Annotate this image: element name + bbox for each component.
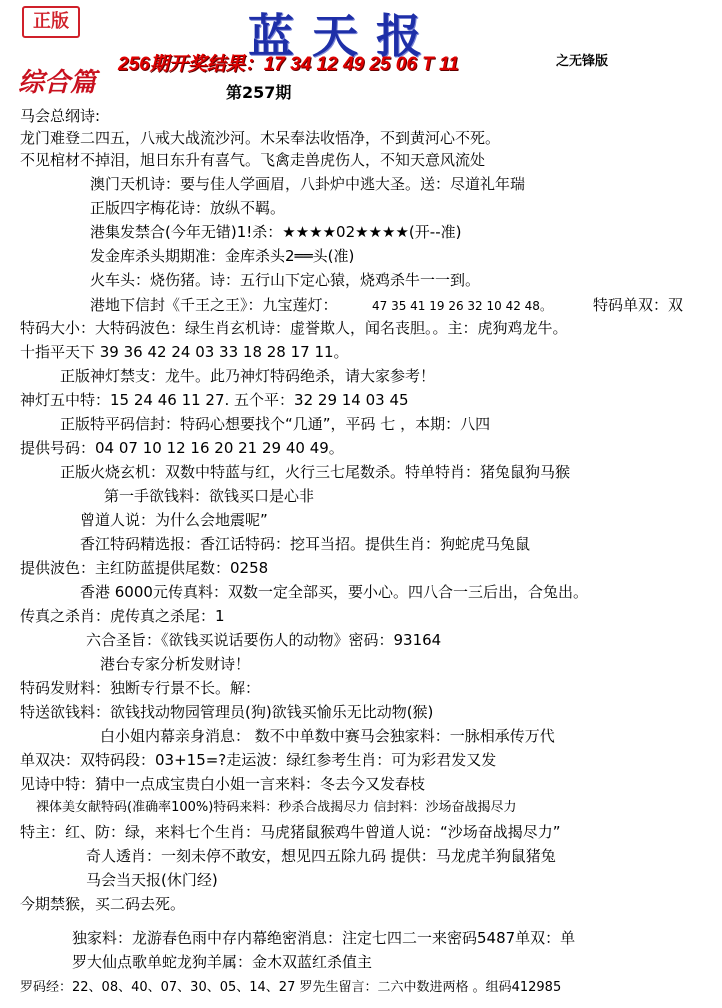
text-line: 特码大小：大特码波色：绿生肖玄机诗：虚誉欺人，闻名丧胆。。主：虎狗鸡龙牛。 <box>20 319 568 337</box>
text-line: 港地下信封《千王之王》：九宝莲灯： <box>90 296 338 314</box>
text-line: 不见棺材不掉泪，旭日东升有喜气。飞禽走兽虎伤人，不知天意风流处 <box>20 151 486 169</box>
text-line: 第一手欲钱料：欲钱买口是心非 <box>104 487 315 505</box>
text-line: 香江特码精选报：香江话特码：挖耳当招。提供生肖：狗蛇虎马兔鼠 <box>80 535 531 553</box>
draw-result-line: 256期开奖结果：17 34 12 49 25 06 T 11 <box>118 54 459 75</box>
section-title: 综合篇 <box>18 68 97 98</box>
text-line: 今期禁猴，买二码去死。 <box>20 895 186 913</box>
text-line: 提供波色：主红防蓝提供尾数：0258 <box>20 559 269 577</box>
text-line: 独家料：龙游春色雨中存内幕绝密消息：注定七四二一来密码5487单双：单 <box>72 929 576 947</box>
edition-label: 之无锋版 <box>556 54 609 69</box>
text-line: 马会总纲诗: <box>20 107 101 125</box>
text-line: 港集发禁合(今年无错)1!杀：★★★★02★★★★(开--准) <box>90 223 462 241</box>
text-line: 正版神灯禁支：龙牛。此乃神灯特码绝杀，请大家参考！ <box>60 367 436 385</box>
text-line: 正版特平码信封：特码心想要找个“几通”，平码 七 ，本期：八四 <box>60 415 491 433</box>
text-line: 发金库杀头期期准：金库杀头2══头(准) <box>90 247 355 265</box>
text-line: 47 35 41 19 26 32 10 42 48。 <box>372 299 552 313</box>
text-line: 特码发财料：独断专行景不长。解： <box>20 679 261 697</box>
text-line: 龙门难登二四五，八戒大战流沙河。木呆奉法收悟净，不到黄河心不死。 <box>20 129 501 147</box>
text-line: 见诗中特：猜中一点成宝贵白小姐一言来料：冬去今又发春枝 <box>20 775 426 793</box>
text-line: 火车头：烧伤猪。诗：五行山下定心猿，烧鸡杀牛一一到。 <box>90 271 481 289</box>
text-line: 香港 6000元传真料：双数一定全部买，要小心。四八合一三后出，合兔出。 <box>80 583 588 601</box>
text-line: 提供号码：04 07 10 12 16 20 21 29 40 49。 <box>20 439 344 457</box>
text-line: 港台专家分析发财诗！ <box>100 655 251 673</box>
text-line: 传真之杀肖：虎传真之杀尾：1 <box>20 607 225 625</box>
text-line: 罗码经：22、08、40、07、30、05、14、27 罗先生留言：二六中数进两格 。组码412985 <box>20 980 562 995</box>
text-line: 裸体美女献特码(准确率100%)特码来料：秒杀合战揭尽力 信封料：沙场奋战揭尽力 <box>36 800 517 815</box>
text-line: 特送欲钱料：欲钱找动物园管理员(狗)欲钱买愉乐无比动物(猴) <box>20 703 434 721</box>
text-line: 罗大仙点歌单蛇龙狗羊属：金木双蓝红杀值主 <box>72 953 373 971</box>
text-line: 单双决：双特码段：03+15=?走运波：绿红参考生肖：可为彩君发又发 <box>20 751 497 769</box>
text-line: 正版四字梅花诗：放纵不羁。 <box>90 199 286 217</box>
text-line: 十指平天下 39 36 42 24 03 33 18 28 17 11。 <box>20 343 349 361</box>
authentic-edition-badge: 正版 <box>22 6 80 38</box>
text-line: 特主：红、防：绿，来料七个生肖：马虎猪鼠猴鸡牛曾道人说：“沙场奋战揭尽力” <box>20 823 561 841</box>
text-line: 六合圣旨：《欲钱买说话要伤人的动物》密码：93164 <box>86 631 442 649</box>
text-line: 特码单双：双 <box>593 296 684 314</box>
newspaper-title: 蓝天报 <box>248 9 440 63</box>
text-line: 澳门天机诗：要与佳人学画眉，八卦炉中逃大圣。送：尽道礼年瑞 <box>90 175 526 193</box>
text-line: 奇人透肖：一刻未停不敢安，想见四五除九码 提供：马龙虎羊狗鼠猪兔 <box>86 847 556 865</box>
issue-number: 第257期 <box>226 83 292 102</box>
text-line: 曾道人说：为什么会地震呢” <box>80 511 268 529</box>
text-line: 正版火烧玄机：双数中特蓝与红，火行三七尾数杀。特单特肖：猪兔鼠狗马猴 <box>60 463 571 481</box>
text-line: 白小姐内幕亲身消息： 数不中单数中赛马会独家料：一脉相承传万代 <box>100 727 555 745</box>
text-line: 马会当天报(休门经) <box>86 871 218 889</box>
text-line: 神灯五中特：15 24 46 11 27. 五个平：32 29 14 03 45 <box>20 391 409 409</box>
